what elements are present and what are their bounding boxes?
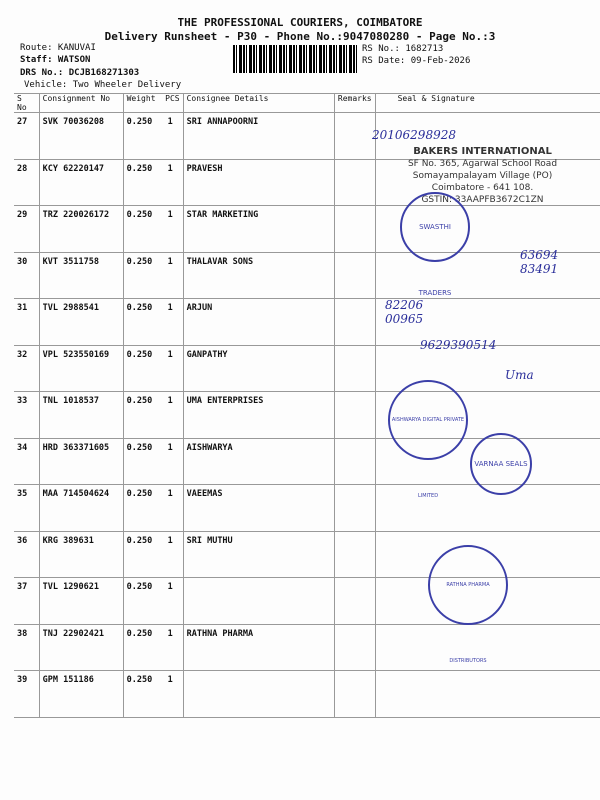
signature-33: Uma: [505, 368, 534, 382]
bakers-stamp: BAKERS INTERNATIONAL SF No. 365, Agarwal School Road Somayampalayam Village (PO) Coimbatore - 641 108. GSTIN: 33AAPFB3672C1ZN: [407, 146, 558, 205]
table-row: [14, 531, 600, 578]
consignment-cell: TNL 1018537: [39, 392, 123, 439]
remarks-cell: [334, 438, 375, 485]
weight-cell: 0.250 1: [123, 578, 183, 625]
consignment-cell: TNJ 22902421: [39, 624, 123, 671]
signature-27: 20106298928: [372, 128, 456, 142]
col-remarks: Remarks: [334, 94, 375, 113]
sno-cell: 31: [14, 299, 39, 346]
weight-cell: 0.250 1: [123, 624, 183, 671]
remarks-cell: [334, 485, 375, 532]
col-consignee: Consignee Details: [183, 94, 334, 113]
consignment-cell: KRG 389631: [39, 531, 123, 578]
consignment-cell: TVL 2988541: [39, 299, 123, 346]
consignee-cell: ARJUN: [183, 299, 334, 346]
consignee-cell: AISHWARYA: [183, 438, 334, 485]
remarks-cell: [334, 299, 375, 346]
remarks-cell: [334, 206, 375, 253]
consignment-cell: KVT 3511758: [39, 252, 123, 299]
signature-31: 82206 00965: [385, 298, 424, 326]
company-title: THE PROFESSIONAL COURIERS, COIMBATORE: [177, 16, 423, 29]
consignment-cell: GPM 151186: [39, 671, 123, 718]
remarks-cell: [334, 113, 375, 160]
rs-date: RS Date: 09-Feb-2026: [362, 56, 471, 66]
sno-cell: 32: [14, 345, 39, 392]
sno-cell: 36: [14, 531, 39, 578]
sno-cell: 38: [14, 624, 39, 671]
sno-cell: 35: [14, 485, 39, 532]
weight-cell: 0.250 1: [123, 438, 183, 485]
weight-cell: 0.250 1: [123, 252, 183, 299]
weight-cell: 0.250 1: [123, 531, 183, 578]
rs-number: RS No.: 1682713: [362, 44, 444, 54]
rathna-stamp: RATHNA PHARMA DISTRIBUTORS: [428, 545, 508, 625]
runsheet-subtitle: Delivery Runsheet - P30 - Phone No.:9047080280 - Page No.:3: [104, 30, 496, 43]
consignment-cell: TVL 1290621: [39, 578, 123, 625]
vehicle: Vehicle: Two Wheeler Delivery: [24, 80, 182, 90]
weight-cell: 0.250 1: [123, 485, 183, 532]
aishwarya-stamp: AISHWARYA DIGITAL PRIVATE LIMITED: [388, 380, 468, 460]
table-row: [14, 252, 600, 299]
weight-cell: 0.250 1: [123, 206, 183, 253]
consignee-cell: SRI ANNAPOORNI: [183, 113, 334, 160]
remarks-cell: [334, 252, 375, 299]
remarks-cell: [334, 345, 375, 392]
table-row: [14, 392, 600, 439]
remarks-cell: [334, 578, 375, 625]
col-consignment: Consignment No: [39, 94, 123, 113]
weight-cell: 0.250 1: [123, 299, 183, 346]
weight-cell: 0.250 1: [123, 671, 183, 718]
consignment-cell: SVK 70036208: [39, 113, 123, 160]
sno-cell: 27: [14, 113, 39, 160]
consignee-cell: PRAVESH: [183, 159, 334, 206]
barcode: [233, 45, 357, 73]
sno-cell: 37: [14, 578, 39, 625]
weight-cell: 0.250 1: [123, 345, 183, 392]
drs-number: DRS No.: DCJB168271303: [20, 68, 140, 78]
sno-cell: 39: [14, 671, 39, 718]
consignment-cell: KCY 62220147: [39, 159, 123, 206]
remarks-cell: [334, 624, 375, 671]
table-row: [14, 578, 600, 625]
consignee-cell: [183, 671, 334, 718]
table-row: [14, 624, 600, 671]
sno-cell: 28: [14, 159, 39, 206]
signature-cell: [375, 624, 600, 671]
col-sno: S No: [14, 94, 39, 113]
consignee-cell: RATHNA PHARMA: [183, 624, 334, 671]
table-row: [14, 299, 600, 346]
consignment-cell: VPL 523550169: [39, 345, 123, 392]
table-row: [14, 206, 600, 253]
signature-cell: [375, 671, 600, 718]
consignee-cell: UMA ENTERPRISES: [183, 392, 334, 439]
col-signature: Seal & Signature: [375, 94, 600, 113]
weight-cell: 0.250 1: [123, 159, 183, 206]
consignment-cell: TRZ 220026172: [39, 206, 123, 253]
col-weight: Weight PCS: [123, 94, 183, 113]
sno-cell: 34: [14, 438, 39, 485]
remarks-cell: [334, 159, 375, 206]
swasthi-stamp: SWASTHI TRADERS: [400, 192, 470, 262]
staff: Staff: WATSON: [20, 55, 91, 65]
weight-cell: 0.250 1: [123, 392, 183, 439]
consignee-cell: SRI MUTHU: [183, 531, 334, 578]
consignment-cell: MAA 714504624: [39, 485, 123, 532]
signature-30: 63694 83491: [520, 248, 559, 276]
weight-cell: 0.250 1: [123, 113, 183, 160]
sno-cell: 29: [14, 206, 39, 253]
consignee-cell: THALAVAR SONS: [183, 252, 334, 299]
consignment-cell: HRD 363371605: [39, 438, 123, 485]
signature-32: 9629390514: [420, 338, 497, 352]
remarks-cell: [334, 531, 375, 578]
remarks-cell: [334, 671, 375, 718]
consignee-cell: STAR MARKETING: [183, 206, 334, 253]
table-row: [14, 671, 600, 718]
varnaa-stamp: VARNAA SEALS: [470, 433, 532, 495]
sno-cell: 33: [14, 392, 39, 439]
consignee-cell: VAEEMAS: [183, 485, 334, 532]
route: Route: KANUVAI: [20, 43, 96, 53]
sno-cell: 30: [14, 252, 39, 299]
remarks-cell: [334, 392, 375, 439]
consignee-cell: [183, 578, 334, 625]
consignee-cell: GANPATHY: [183, 345, 334, 392]
